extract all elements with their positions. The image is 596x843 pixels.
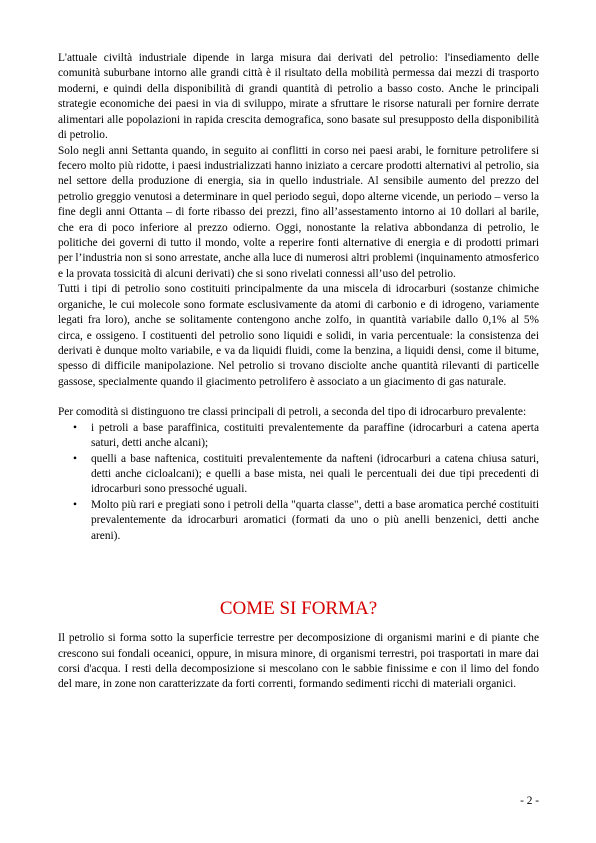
page-number: - 2 - bbox=[520, 795, 539, 807]
paragraph-spacer bbox=[58, 390, 539, 405]
formation-paragraph: Il petrolio si forma sotto la superficie terrestre per decomposizione di organismi marini e di piante che crescono sui fondali oceanici, oppure, in misura minore, di organismi terrestri, poi trasportati in mare dai corsi d'acqua. I resti della decomposizione si mescolano con le sabbie finissime e con il limo del fondo del mare, in zone non caratterizzate da forti correnti, formando sedimenti ricchi di materiali organici. bbox=[58, 632, 539, 691]
history-paragraph: Solo negli anni Settanta quando, in seguito ai conflitti in corso nei paesi arabi, le forniture petrolifere si fecero molto più ridotte, i paesi industrializzati hanno iniziato a cercare prodotti alternativi al petrolio, sia nel settore della produzione di energia, sia in quello industriale. Al sensibile aumento del prezzo del petrolio greggio venutosi a determinare in quel periodo seguì, dopo alterne vicende, un periodo – verso la fine degli anni Ottanta – di forte ribasso dei prezzi, fino all’assestamento intorno ai 10 dollari al barile, che era di poco inferiore al prezzo odierno. Oggi, nonostante la relativa abbondanza di petrolio, le politiche dei governi di tutto il mondo, volte a reperire fonti alternative di energia e di prodotti primari per l’industria non si sono arrestate, anche alla luce di numerosi altri problemi (inquinamento atmosferico e la provata tossicità di alcuni derivati) che si sono rivelati connessi all’uso del petrolio. bbox=[58, 144, 539, 280]
intro-paragraph: L'attuale civiltà industriale dipende in larga misura dai derivati del petrolio: l'insediamento delle comunità suburbane intorno alle grandi città è il risultato della mobilità permessa dai mezzi di trasporto moderni, e quindi della disponibilità di grandi quantità di petrolio a basso costo. Anche le principali strategie economiche dei paesi in via di sviluppo, mirate a sfruttare le risorse naturali per fornire derrate alimentari alle popolazioni in rapida crescita demografica, sono basate sul presupposto della disponibilità di petrolio. bbox=[58, 52, 539, 142]
list-item-naphthenic: • quelli a base naftenica, costituiti prevalentemente da nafteni (idrocarburi a catena chiusa saturi, detti anche cicloalcani); e quelli a base mista, nei quali le percentuali dei due tipi precedenti di idrocarburi sono pressoché uguali. bbox=[91, 452, 539, 498]
list-item-paraffinic: • i petroli a base paraffinica, costituiti prevalentemente da paraffine (idrocarburi a catena aperta saturi, detti anche alcani); bbox=[91, 421, 539, 452]
section-heading: COME SI FORMA? bbox=[219, 598, 378, 620]
list-item-aromatic: • Molto più rari e pregiati sono i petroli della "quarta classe", detti a base aromatica perché costituiti prevalentemente da idrocarburi aromatici (formati da uno o più anelli benzenici, detti anche areni). bbox=[91, 498, 539, 544]
petroleum-classes-list bbox=[58, 421, 539, 544]
composition-paragraph: Tutti i tipi di petrolio sono costituiti principalmente da una miscela di idrocarburi (sostanze chimiche organiche, le cui molecole sono formate esclusivamente da atomi di carbonio e di idrogeno, variamente legati fra loro), anche se solitamente contengono anche zolfo, in quantità variabile dallo 0,1% al 5% circa, e ossigeno. I costituenti del petrolio sono liquidi e solidi, in varia percentuale: la consistenza dei derivati è dunque molto variabile, e va da liquidi fluidi, come la benzina, a liquidi densi, come il bitume, spesso di difficile manipolazione. Nel petrolio si trovano disciolte anche quantità rilevanti di particelle gassose, specialmente quando il giacimento petrolifero è associato a un giacimento di gas naturale. bbox=[58, 283, 539, 388]
classes-intro-paragraph: Per comodità si distinguono tre classi principali di petroli, a seconda del tipo di idrocarburo prevalente: bbox=[58, 406, 527, 419]
